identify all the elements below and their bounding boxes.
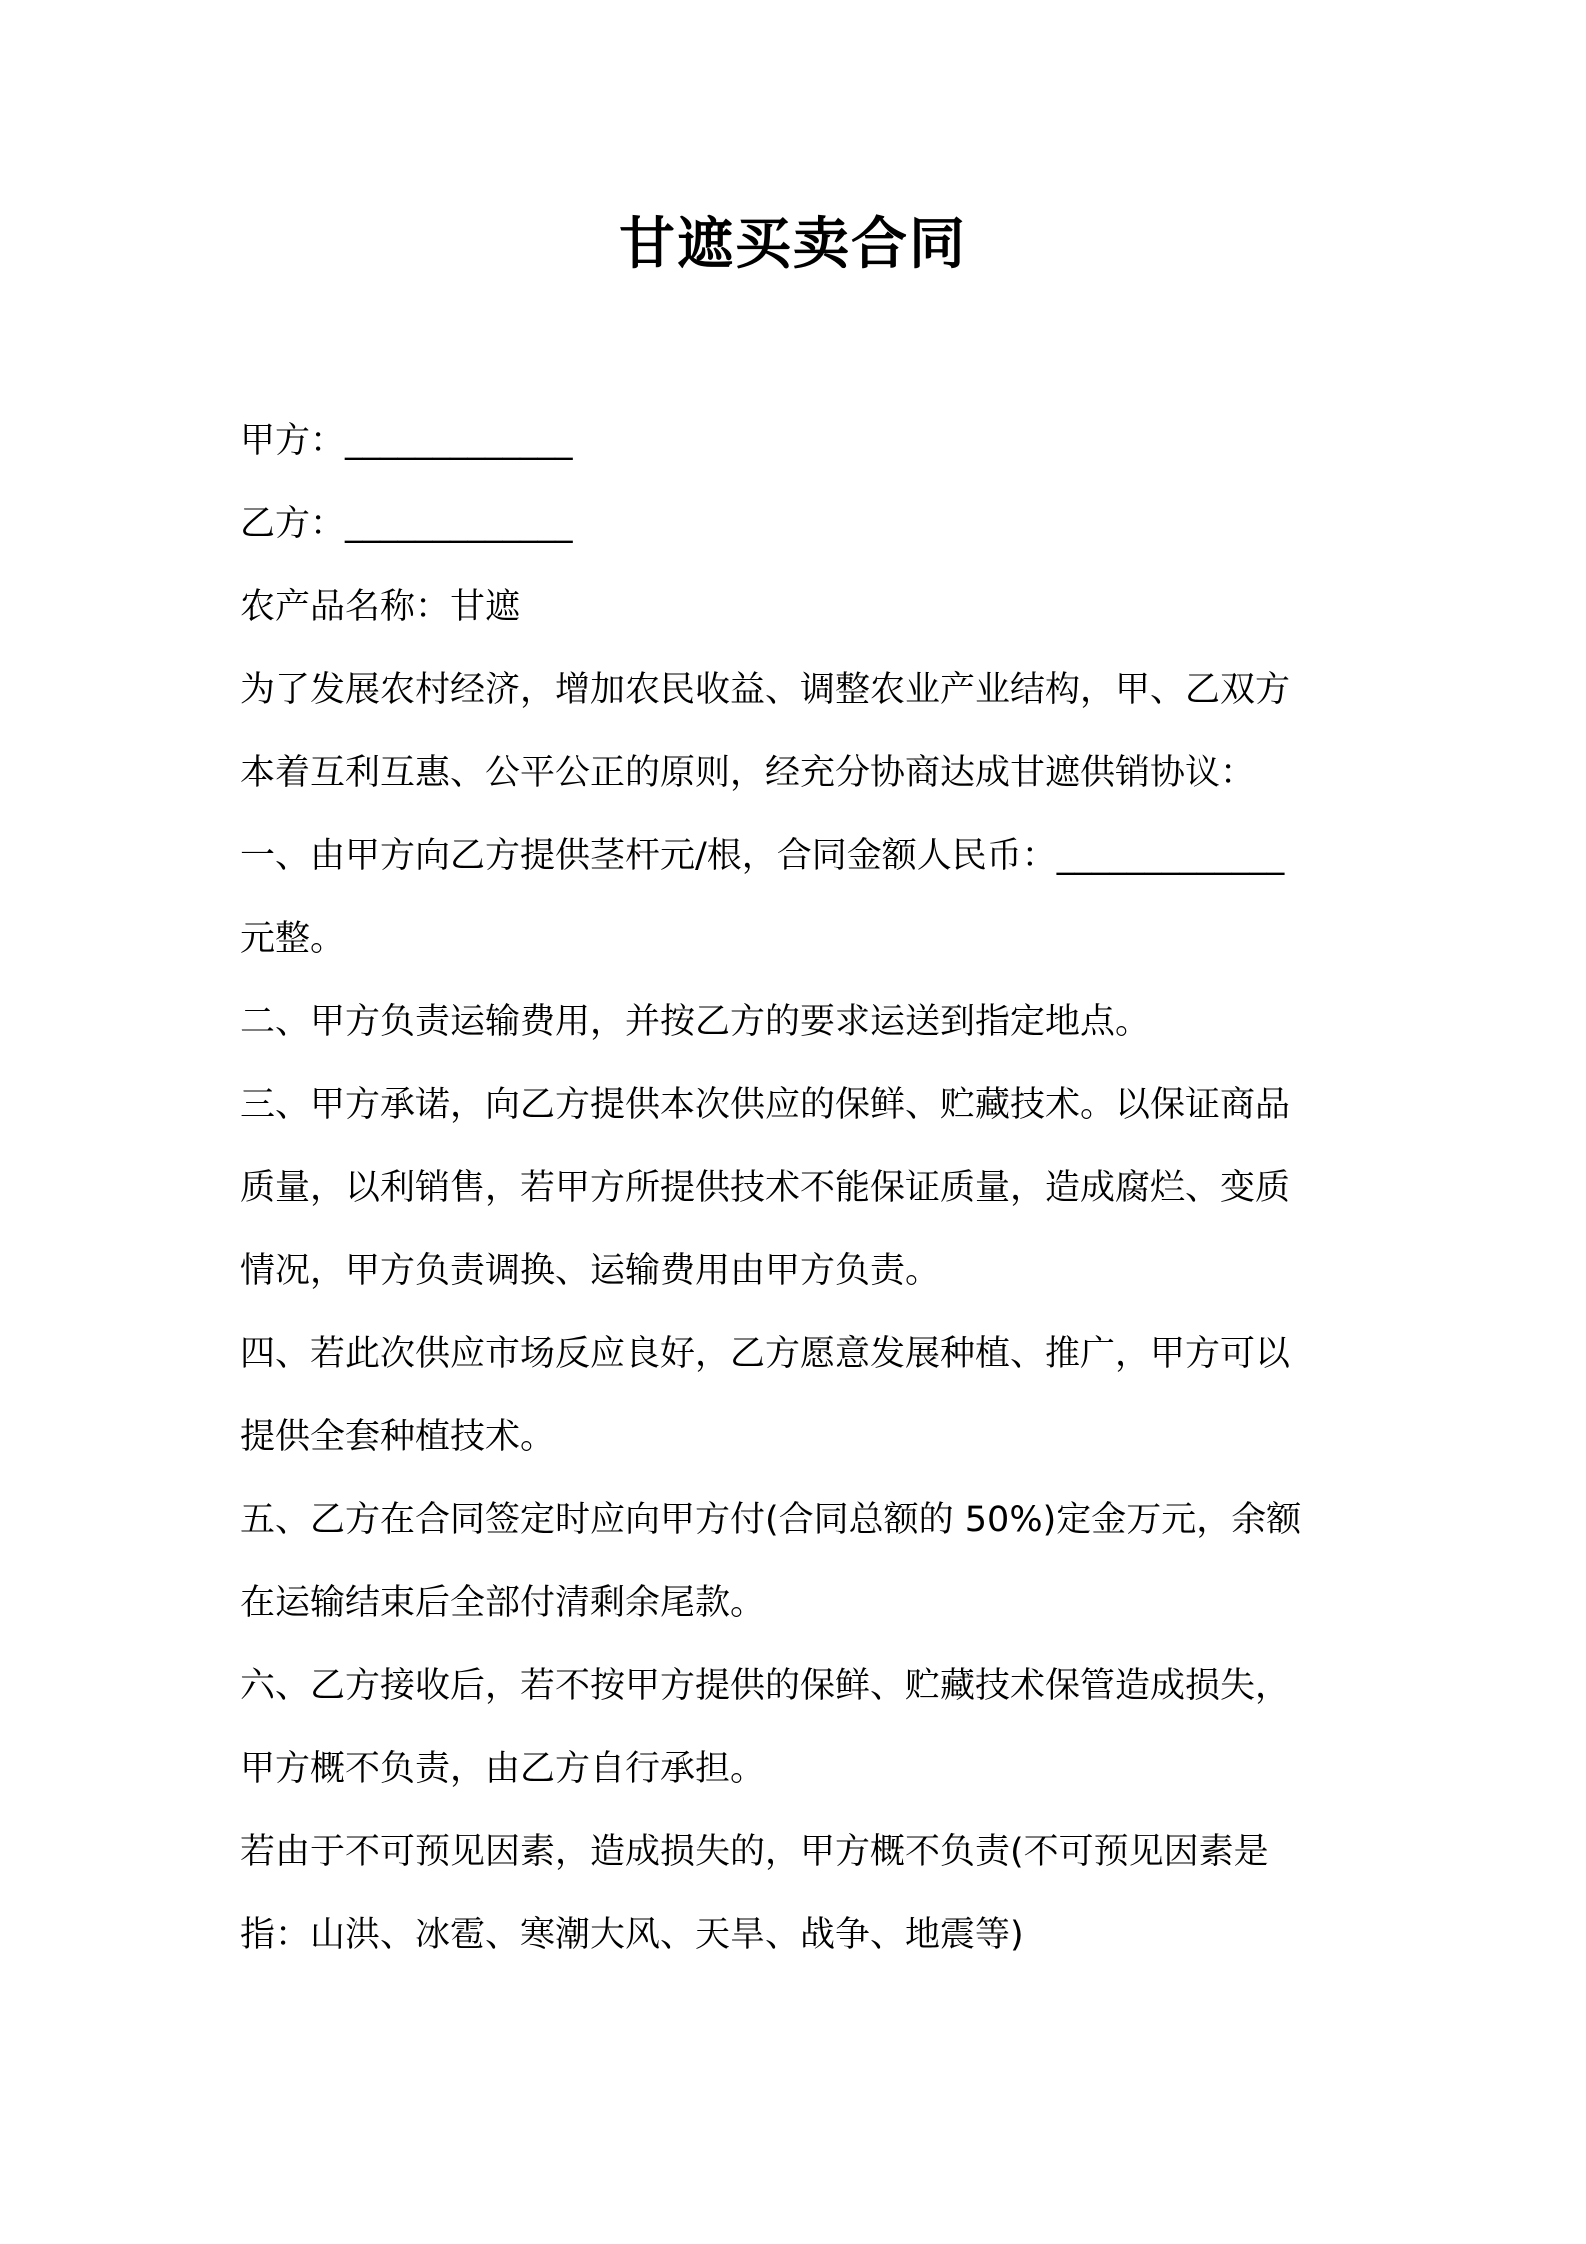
preamble-line-2: 本着互利互惠、公平公正的原则，经充分协商达成甘遮供销协议：: [240, 753, 1256, 793]
clause-6-line-2: 甲方概不负责，由乙方自行承担。: [240, 1749, 766, 1789]
clause-1-line-1: 一、由甲方向乙方提供茎杆元/根，合同金额人民币：_____________: [240, 836, 1285, 876]
clause-5-line-1: 五、乙方在合同签定时应向甲方付(合同总额的 50%)定金万元，余额: [240, 1500, 1302, 1540]
force-majeure-line-2: 指：山洪、冰雹、寒潮大风、天旱、战争、地震等): [240, 1915, 1024, 1955]
document-title: 甘遮买卖合同: [619, 212, 967, 277]
clause-6-line-1: 六、乙方接收后，若不按甲方提供的保鲜、贮藏技术保管造成损失，: [240, 1666, 1291, 1706]
clause-3-line-2: 质量，以利销售，若甲方所提供技术不能保证质量，造成腐烂、变质: [240, 1168, 1291, 1208]
clause-3-line-3: 情况，甲方负责调换、运输费用由甲方负责。: [240, 1251, 941, 1291]
party-b-line: 乙方：_____________: [240, 504, 573, 544]
product-name-line: 农产品名称：甘遮: [240, 587, 521, 627]
clause-3-line-1: 三、甲方承诺，向乙方提供本次供应的保鲜、贮藏技术。以保证商品: [240, 1085, 1291, 1125]
clause-1-line-2: 元整。: [240, 919, 346, 959]
contract-body: [240, 400, 1360, 1977]
clause-5-line-2: 在运输结束后全部付清剩余尾款。: [240, 1583, 766, 1623]
clause-4-line-2: 提供全套种植技术。: [240, 1417, 556, 1457]
clause-4-line-1: 四、若此次供应市场反应良好，乙方愿意发展种植、推广，甲方可以: [240, 1334, 1291, 1374]
preamble-line-1: 为了发展农村经济，增加农民收益、调整农业产业结构，甲、乙双方: [240, 670, 1291, 710]
force-majeure-line-1: 若由于不可预见因素，造成损失的，甲方概不负责(不可预见因素是: [240, 1832, 1269, 1872]
clause-2-line-1: 二、甲方负责运输费用，并按乙方的要求运送到指定地点。: [240, 1002, 1151, 1042]
party-a-line: 甲方：_____________: [240, 421, 573, 461]
